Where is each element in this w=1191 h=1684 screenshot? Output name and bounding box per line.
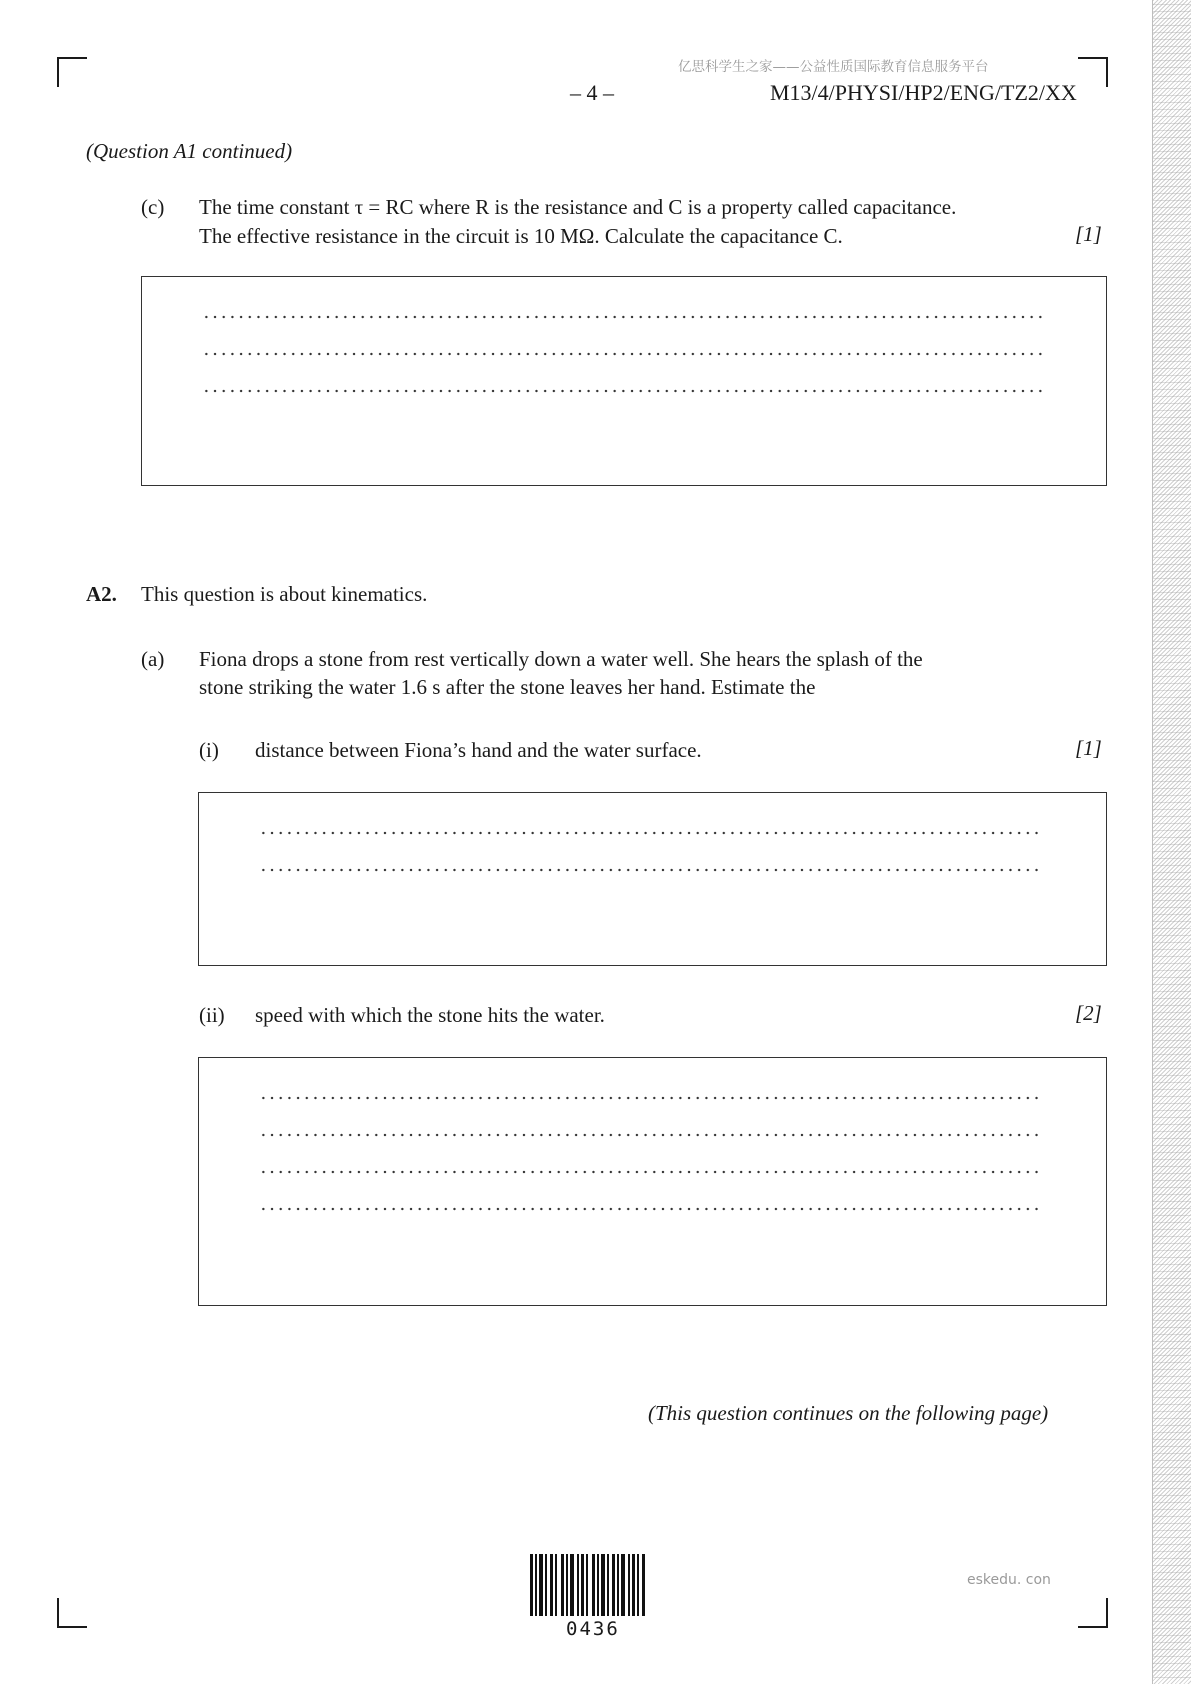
site-watermark: eskedu. con <box>967 1572 1051 1588</box>
q1c-marks: [1] <box>1075 222 1102 246</box>
exam-code: M13/4/PHYSI/HP2/ENG/TZ2/XX <box>770 80 1077 105</box>
crop-mark-top-left <box>57 57 87 87</box>
q1c-label: (c) <box>141 195 165 219</box>
a2a-ii-marks: [2] <box>1075 1001 1102 1025</box>
a2a-ii-label: (ii) <box>199 1003 225 1027</box>
answer-line[interactable] <box>202 388 1042 394</box>
answer-line[interactable] <box>259 1169 1043 1175</box>
answer-line[interactable] <box>259 1206 1043 1212</box>
crop-mark-bottom-left <box>57 1598 87 1628</box>
barcode-image <box>530 1554 660 1616</box>
header-watermark: 亿思科学生之家——公益性质国际教育信息服务平台 <box>678 59 989 75</box>
a2a-i-marks: [1] <box>1075 736 1102 760</box>
answer-line[interactable] <box>202 314 1042 320</box>
crop-mark-top-right <box>1078 57 1108 87</box>
answer-box-a2a-i[interactable] <box>198 792 1107 966</box>
crop-mark-bottom-right <box>1078 1598 1108 1628</box>
q1c-line-1: The time constant τ = RC where R is the resistance and C is a property called capacitance. <box>199 195 957 219</box>
a2a-i-label: (i) <box>199 738 219 762</box>
page-edge-strip <box>1152 0 1191 1684</box>
question-continued-label: (Question A1 continued) <box>86 139 293 163</box>
barcode-number: 0436 <box>566 1618 620 1640</box>
q1c-line-2: The effective resistance in the circuit is 10 MΩ. Calculate the capacitance C. <box>199 224 843 248</box>
a2a-line-1: Fiona drops a stone from rest vertically down a water well. She hears the splash of the <box>199 647 923 671</box>
answer-line[interactable] <box>259 867 1043 873</box>
a2a-i-text: distance between Fiona’s hand and the water surface. <box>255 738 702 762</box>
answer-line[interactable] <box>259 830 1043 836</box>
answer-line[interactable] <box>202 351 1042 357</box>
question-number-a2: A2. <box>86 582 117 606</box>
a2a-line-2: stone striking the water 1.6 s after the stone leaves her hand. Estimate the <box>199 675 816 699</box>
a2a-ii-text: speed with which the stone hits the water. <box>255 1003 605 1027</box>
continues-note: (This question continues on the following page) <box>648 1401 1049 1425</box>
page-number: – 4 – <box>570 80 614 105</box>
a2-intro: This question is about kinematics. <box>141 582 428 606</box>
answer-line[interactable] <box>259 1095 1043 1101</box>
a2a-label: (a) <box>141 647 165 671</box>
answer-line[interactable] <box>259 1132 1043 1138</box>
answer-box-q1c[interactable] <box>141 276 1107 486</box>
answer-box-a2a-ii[interactable] <box>198 1057 1107 1306</box>
